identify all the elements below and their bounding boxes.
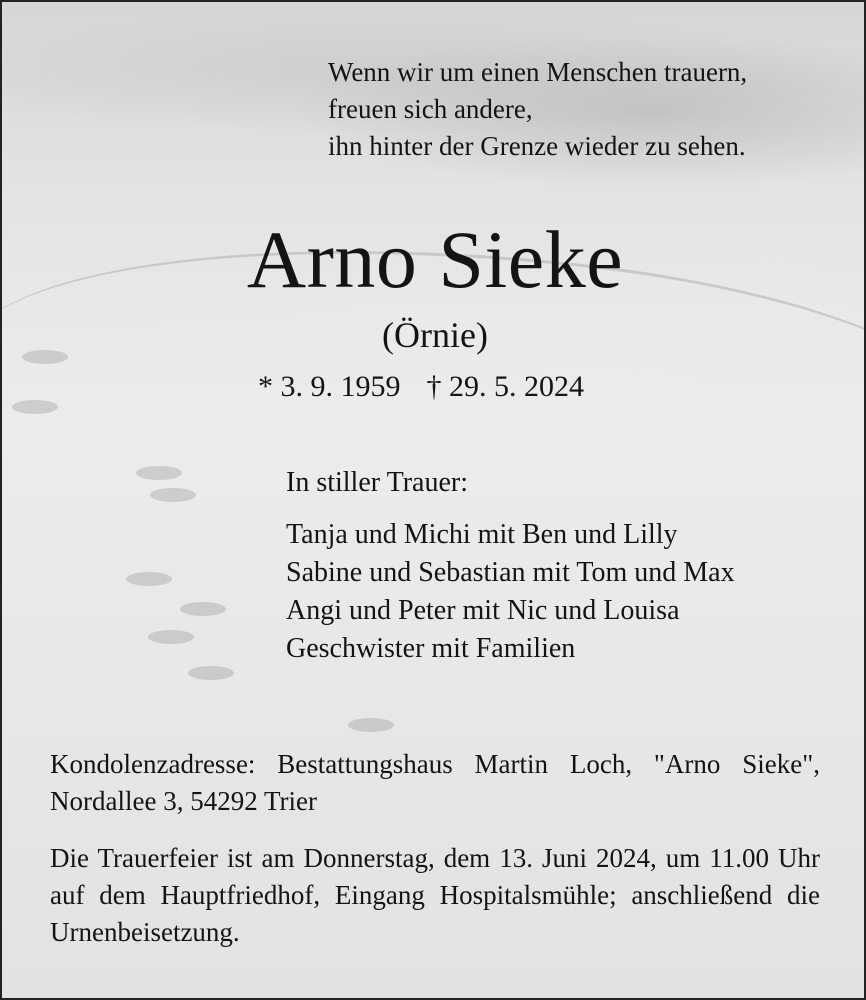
- verse-line: Wenn wir um einen Menschen trauern,: [328, 57, 748, 87]
- mourner-line: Angi und Peter mit Nic und Louisa: [286, 595, 680, 626]
- funeral-details: Die Trauerfeier ist am Donnerstag, dem 13. Juni 2024, um 11.00 Uhr auf dem Hauptfriedhof, Eingang Hospitalsmühle; anschließend die Urnenbeisetzung.: [50, 843, 820, 947]
- mourner-line: Geschwister mit Familien: [286, 633, 576, 664]
- mourners-intro: In stiller Trauer:: [286, 467, 468, 498]
- deceased-name: Arno Sieke: [246, 214, 624, 305]
- mourner-line: Sabine und Sebastian mit Tom und Max: [286, 557, 735, 588]
- deceased-nickname: (Örnie): [382, 315, 488, 355]
- footprint: [348, 718, 394, 732]
- life-dates: [258, 366, 758, 408]
- footprint: [148, 630, 194, 644]
- birth-date: * 3. 9. 1959: [258, 370, 401, 403]
- memorial-verse: [328, 54, 848, 165]
- mourner-line: Tanja und Michi mit Ben und Lilly: [286, 519, 678, 550]
- verse-line: freuen sich andere,: [328, 94, 533, 124]
- footprint: [150, 488, 196, 502]
- condolence-address: Kondolenzadresse: Bestattungshaus Martin Loch, "Arno Sieke", Nordallee 3, 54292 Trier: [50, 749, 820, 816]
- footprint: [12, 400, 58, 414]
- verse-line: ihn hinter der Grenze wieder zu sehen.: [328, 131, 746, 161]
- footprint: [188, 666, 234, 680]
- mourners-block: [286, 464, 846, 668]
- footprint: [180, 602, 226, 616]
- footprint: [136, 466, 182, 480]
- death-date: † 29. 5. 2024: [426, 370, 584, 403]
- footprint: [126, 572, 172, 586]
